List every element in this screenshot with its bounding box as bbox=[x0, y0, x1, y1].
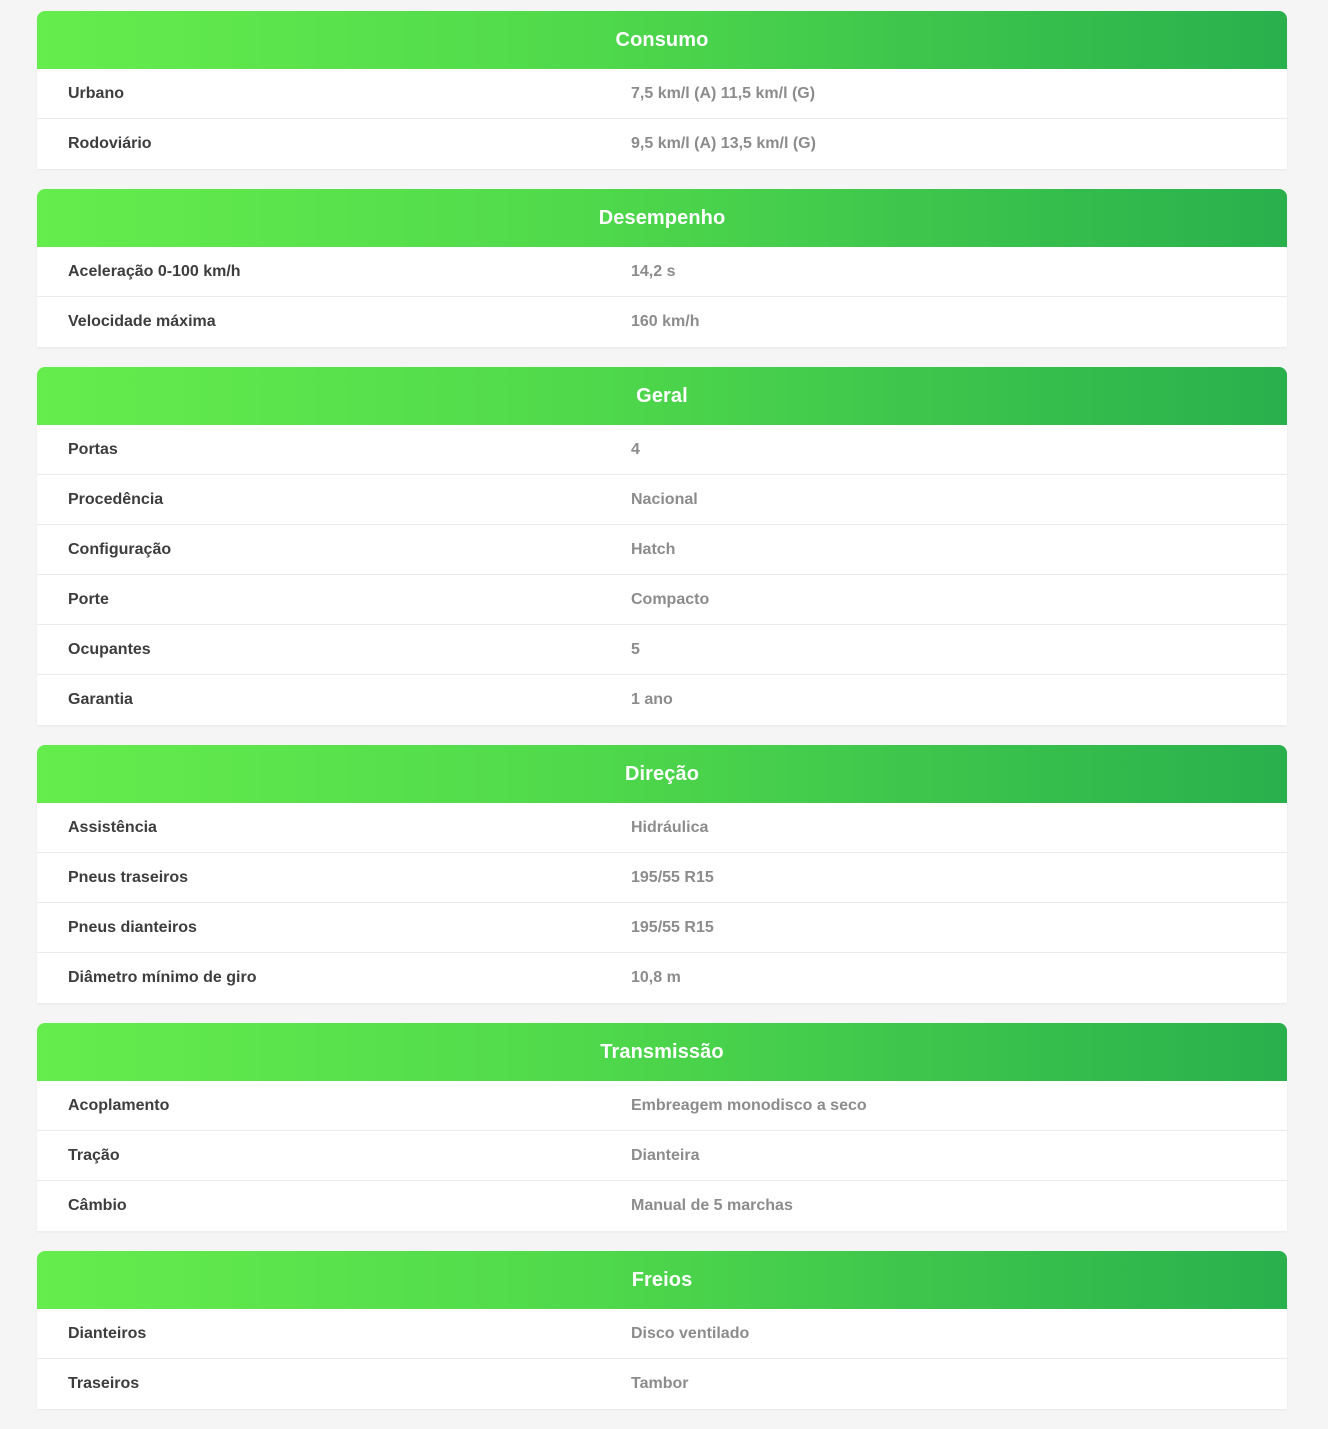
spec-value: Hidráulica bbox=[631, 818, 709, 836]
spec-row bbox=[37, 247, 1287, 297]
section-title: Desempenho bbox=[598, 206, 726, 229]
spec-list bbox=[37, 11, 1287, 1429]
spec-section bbox=[37, 367, 1287, 725]
spec-row bbox=[37, 803, 1287, 853]
spec-value: Embreagem monodisco a seco bbox=[631, 1096, 867, 1114]
spec-label: Câmbio bbox=[68, 1197, 127, 1214]
spec-value: 10,8 m bbox=[631, 969, 681, 986]
spec-row bbox=[37, 903, 1287, 953]
spec-row bbox=[37, 525, 1287, 575]
spec-section bbox=[37, 745, 1287, 1003]
section-header bbox=[37, 367, 1287, 425]
spec-value: Manual de 5 marchas bbox=[631, 1197, 793, 1214]
spec-value: Disco ventilado bbox=[631, 1324, 750, 1342]
spec-value: 14,2 s bbox=[631, 262, 676, 280]
spec-value: 5 bbox=[631, 640, 640, 658]
spec-row bbox=[37, 475, 1287, 525]
spec-row bbox=[37, 1181, 1287, 1231]
section-title: Freios bbox=[631, 1268, 693, 1291]
spec-label: Rodoviário bbox=[68, 135, 152, 152]
spec-label: Aceleração 0-100 km/h bbox=[68, 262, 241, 280]
section-header bbox=[37, 1023, 1287, 1081]
section-title: Consumo bbox=[615, 28, 709, 51]
spec-value: 7,5 km/l (A) 11,5 km/l (G) bbox=[631, 84, 816, 102]
spec-label: Urbano bbox=[68, 84, 124, 102]
section-header bbox=[37, 189, 1287, 247]
section-title: Geral bbox=[636, 384, 688, 407]
section-title: Transmissão bbox=[600, 1040, 724, 1063]
spec-value: Dianteira bbox=[631, 1146, 700, 1164]
spec-label: Tração bbox=[68, 1146, 120, 1164]
spec-row bbox=[37, 575, 1287, 625]
spec-label: Assistência bbox=[68, 818, 157, 836]
spec-row bbox=[37, 1131, 1287, 1181]
spec-value: Nacional bbox=[631, 490, 698, 508]
spec-label: Acoplamento bbox=[68, 1096, 170, 1114]
spec-value: Tambor bbox=[631, 1375, 689, 1392]
spec-section bbox=[37, 189, 1287, 347]
spec-row bbox=[37, 69, 1287, 119]
spec-value: 4 bbox=[631, 440, 640, 458]
spec-label: Ocupantes bbox=[68, 640, 151, 658]
spec-value: 195/55 R15 bbox=[631, 918, 714, 936]
spec-row bbox=[37, 1081, 1287, 1131]
spec-value: 1 ano bbox=[631, 691, 673, 708]
section-header bbox=[37, 745, 1287, 803]
spec-label: Velocidade máxima bbox=[68, 313, 216, 330]
spec-row bbox=[37, 425, 1287, 475]
spec-label: Dianteiros bbox=[68, 1324, 147, 1342]
spec-label: Pneus dianteiros bbox=[68, 918, 197, 936]
spec-row bbox=[37, 1359, 1287, 1409]
spec-section bbox=[37, 11, 1287, 169]
spec-row bbox=[37, 625, 1287, 675]
spec-section bbox=[37, 1023, 1287, 1231]
section-title: Direção bbox=[624, 762, 700, 785]
spec-label: Traseiros bbox=[68, 1375, 140, 1392]
spec-row bbox=[37, 853, 1287, 903]
spec-value: 195/55 R15 bbox=[631, 868, 714, 886]
spec-label: Portas bbox=[68, 440, 118, 458]
spec-label: Configuração bbox=[68, 540, 172, 558]
spec-value: 9,5 km/l (A) 13,5 km/l (G) bbox=[631, 135, 816, 152]
spec-label: Diâmetro mínimo de giro bbox=[68, 969, 257, 986]
spec-row bbox=[37, 1309, 1287, 1359]
spec-row bbox=[37, 119, 1287, 169]
spec-label: Pneus traseiros bbox=[68, 868, 189, 886]
spec-value: Compacto bbox=[631, 590, 710, 608]
spec-row bbox=[37, 953, 1287, 1003]
spec-label: Garantia bbox=[68, 691, 133, 708]
section-header bbox=[37, 11, 1287, 69]
spec-section bbox=[37, 1251, 1287, 1409]
spec-row bbox=[37, 675, 1287, 725]
section-header bbox=[37, 1251, 1287, 1309]
spec-label: Porte bbox=[68, 590, 109, 608]
spec-value: 160 km/h bbox=[631, 313, 700, 330]
spec-row bbox=[37, 297, 1287, 347]
spec-label: Procedência bbox=[68, 490, 164, 508]
spec-value: Hatch bbox=[631, 540, 676, 558]
